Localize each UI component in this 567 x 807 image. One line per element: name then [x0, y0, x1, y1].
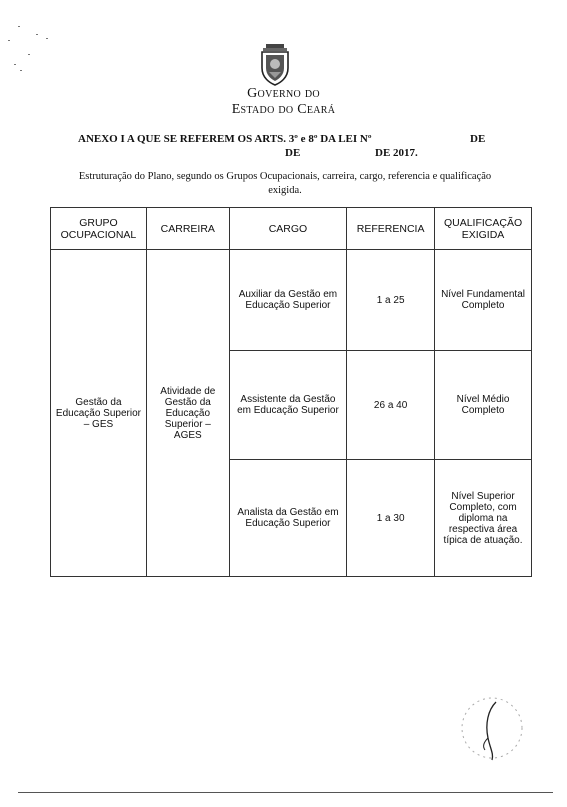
header-referencia: REFERENCIA [347, 208, 435, 250]
signature-mark-icon [452, 690, 532, 765]
annex-de-1: DE [470, 133, 486, 145]
table-row [51, 250, 532, 351]
cell-qualificacao: Nível Médio Completo [435, 351, 532, 460]
cell-qualificacao: Nível Fundamental Completo [435, 250, 532, 351]
table-header-row [51, 208, 532, 250]
header-grupo: GRUPO OCUPACIONAL [51, 208, 147, 250]
structure-table [50, 207, 532, 577]
state-crest-icon [258, 44, 292, 86]
cell-referencia: 1 a 25 [347, 250, 435, 351]
cell-cargo: Assistente da Gestão em Educação Superior [229, 351, 346, 460]
annex-title: ANEXO I A QUE SE REFEREM OS ARTS. 3º e 8º DA LEI Nº [78, 133, 372, 145]
cell-referencia: 1 a 30 [347, 460, 435, 577]
cell-cargo: Auxiliar da Gestão em Educação Superior [229, 250, 346, 351]
government-line-2: Estado do Ceará [231, 102, 336, 117]
government-line-1: Governo do [247, 86, 320, 101]
header-cargo: CARGO [229, 208, 346, 250]
scan-specks [6, 24, 76, 84]
cell-cargo: Analista da Gestão em Educação Superior [229, 460, 346, 577]
header-qualificacao: QUALIFICAÇÃO EXIGIDA [435, 208, 532, 250]
description: Estruturação do Plano, segundo os Grupos Ocupacionais, carreira, cargo, referencia e qualificação exigida. [78, 171, 492, 196]
cell-referencia: 26 a 40 [347, 351, 435, 460]
header-carreira: CARREIRA [146, 208, 229, 250]
cell-grupo: Gestão da Educação Superior – GES [51, 250, 147, 577]
annex-year: DE 2017. [375, 147, 418, 159]
footer-divider [18, 792, 553, 793]
annex-de-2: DE [285, 147, 301, 159]
cell-carreira: Atividade de Gestão da Educação Superior – AGES [146, 250, 229, 577]
cell-qualificacao: Nível Superior Completo, com diploma na respectiva área típica de atuação. [435, 460, 532, 577]
government-header [0, 86, 567, 118]
